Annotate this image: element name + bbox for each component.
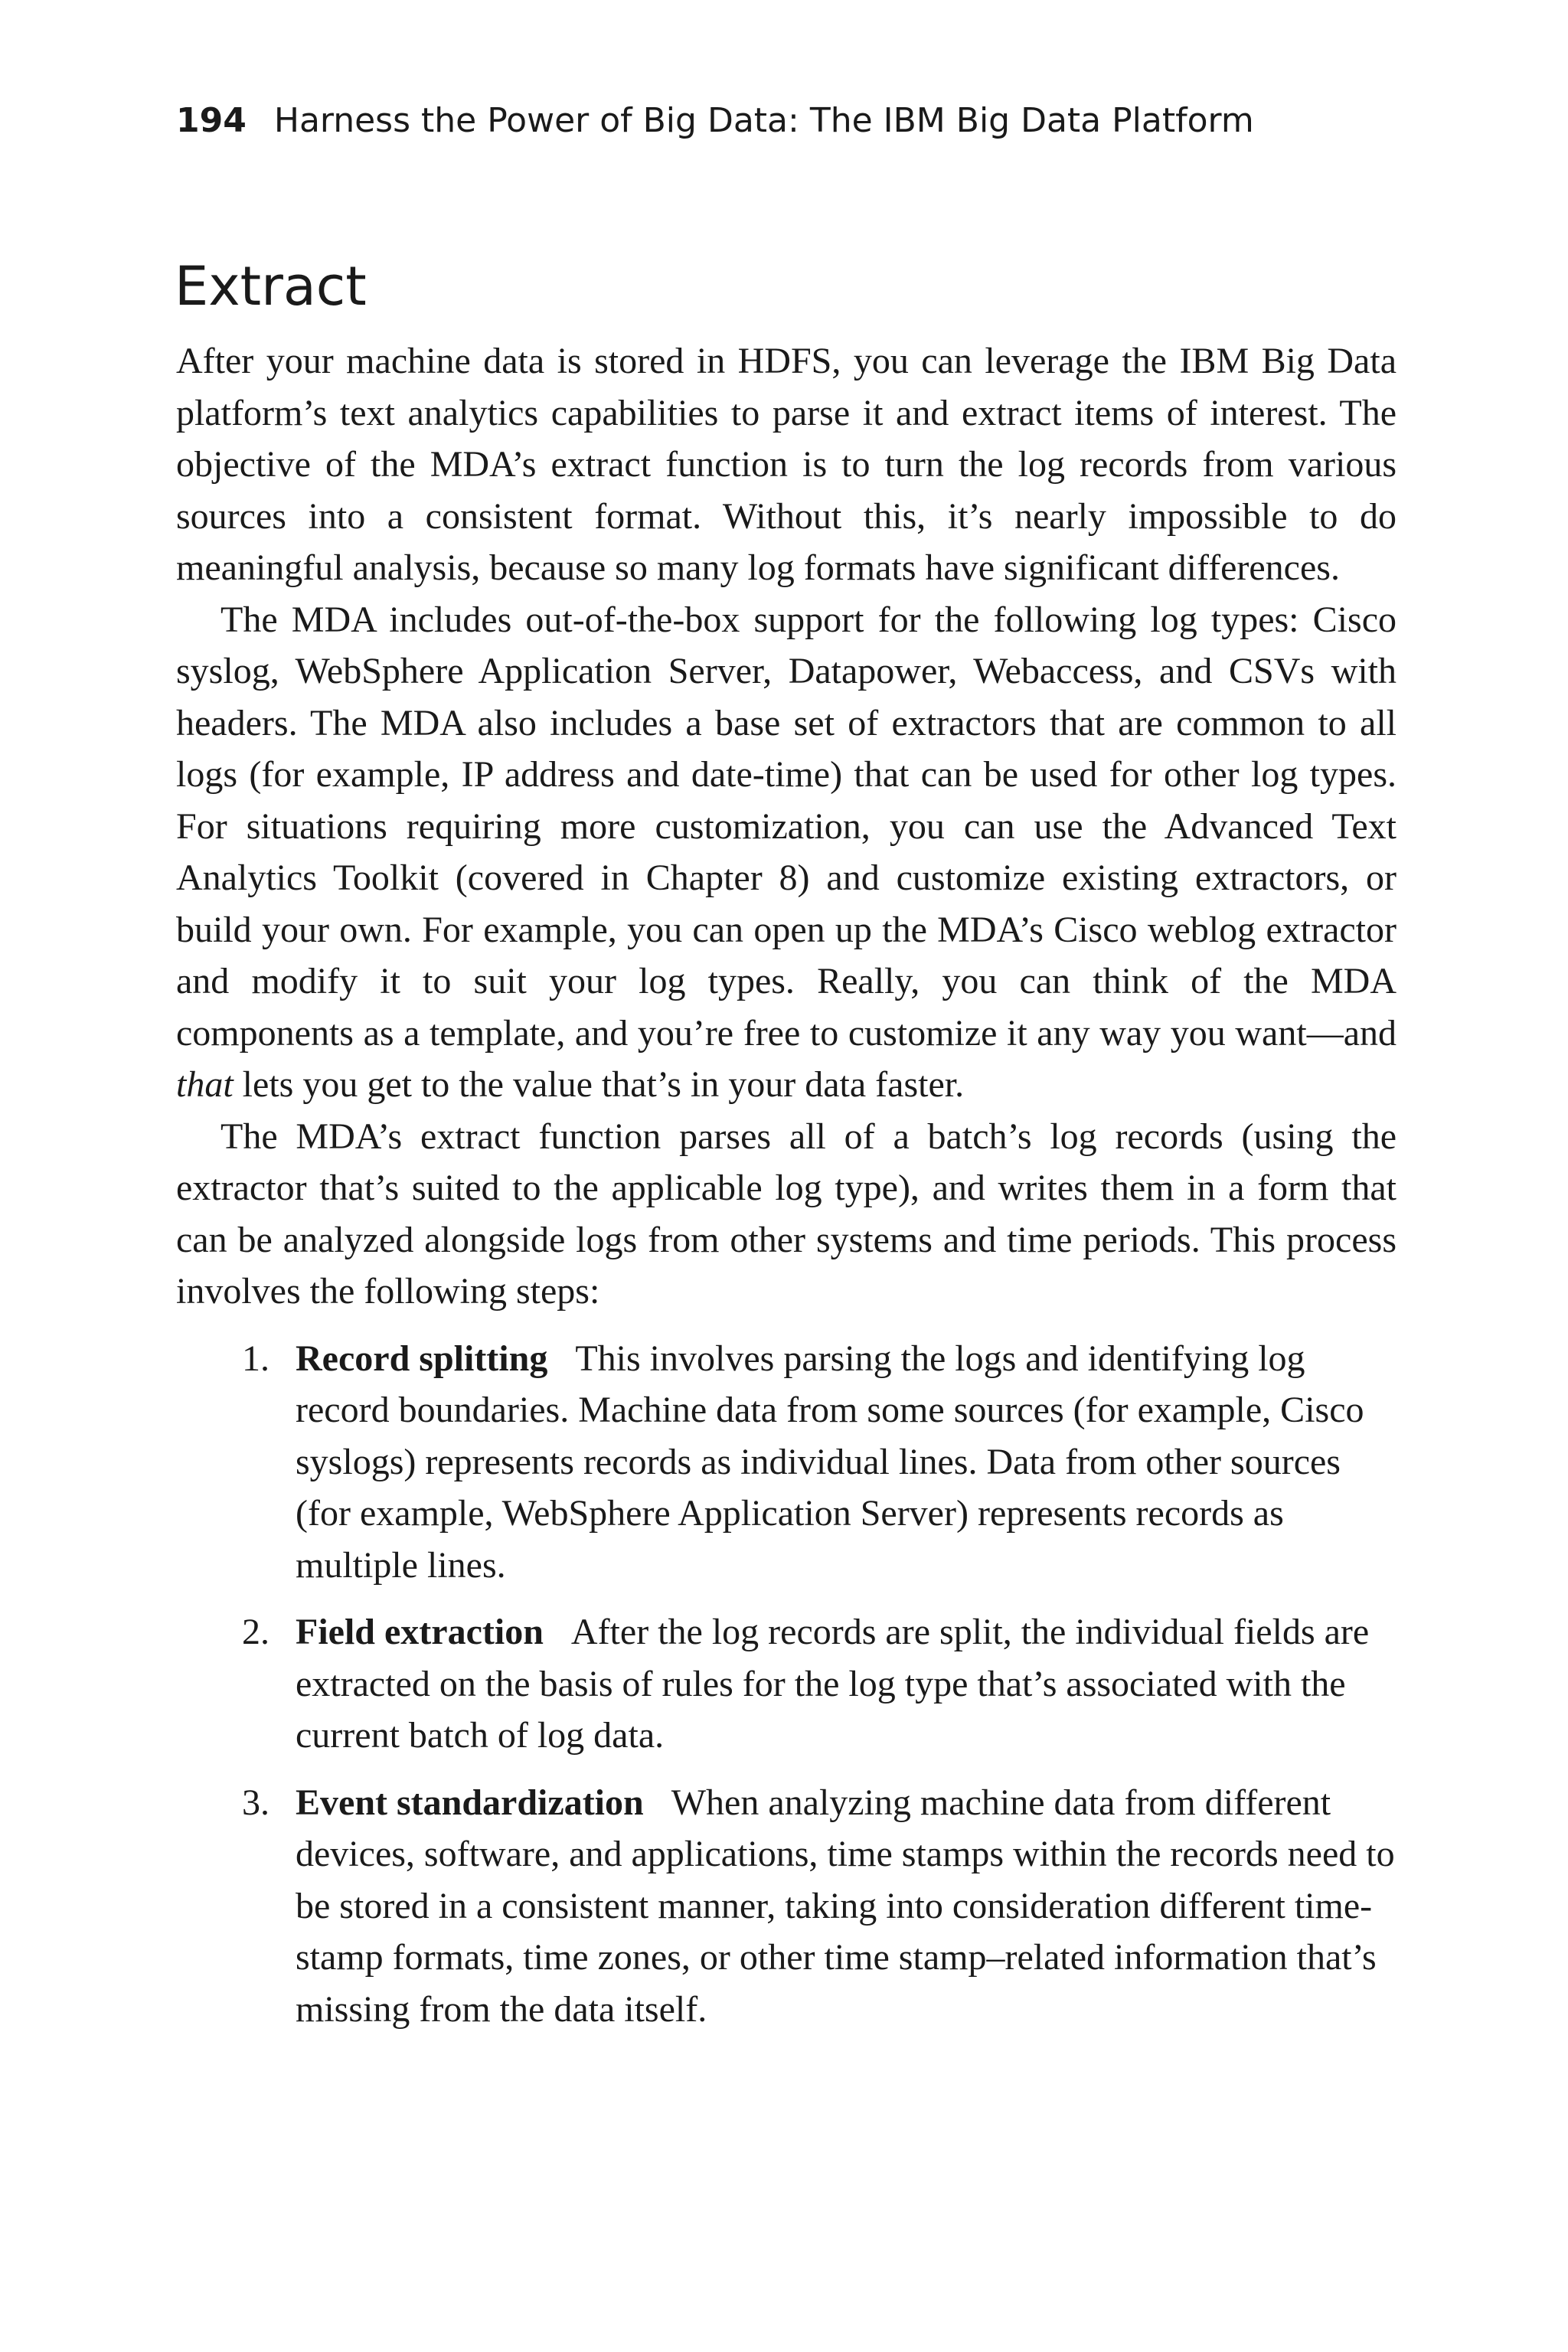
step-number: 3.	[242, 1782, 270, 1823]
body-text	[176, 335, 1396, 2050]
steps-list	[176, 1333, 1396, 2036]
list-item	[242, 1606, 1396, 1762]
step-term: Field extraction	[296, 1612, 544, 1652]
running-header	[176, 98, 1254, 144]
step-number: 1.	[242, 1338, 270, 1379]
step-text: When analyzing machine data from different devices, software, and applications, time stamps within the records need to be stored in a consistent manner, taking into consideration different time-stamp formats, time zones, or other time stamp–related information that’s missing from the data itself.	[296, 1782, 1395, 2030]
section-title: Extract	[175, 255, 367, 318]
list-item	[242, 1777, 1396, 2036]
italic-emphasis: that	[176, 1064, 234, 1105]
step-text: After the log records are split, the individual fields are extracted on the basis of rules for the log type that’s associated with the current batch of log data.	[296, 1612, 1370, 1756]
list-item	[242, 1333, 1396, 1592]
page-number: 194	[176, 101, 247, 140]
paragraph-log-types-tail: lets you get to the value that’s in your data faster.	[233, 1064, 965, 1105]
book-title: Harness the Power of Big Data: The IBM Big Data Platform	[273, 101, 1254, 140]
step-text: This involves parsing the logs and identifying log record boundaries. Machine data from some sources (for example, Cisco syslogs) represents records as individual lines. Data from other sources (for example, WebSphere Application Server) represents records as multiple lines.	[296, 1338, 1364, 1586]
step-term: Record splitting	[296, 1338, 548, 1379]
paragraph-extract-function: The MDA’s extract function parses all of a batch’s log records (using the extractor that’s suited to the applicable log type), and writes them in a form that can be analyzed alongside logs from other systems and time periods. This process involves the following steps:	[176, 1116, 1396, 1312]
paragraph-log-types	[176, 594, 1396, 1111]
step-number: 2.	[242, 1612, 270, 1652]
paragraph-log-types-text: The MDA includes out-of-the-box support for the following log types: Cisco syslog, WebSphere Application Server, Datapower, Webaccess, and CSVs with headers. The MDA also includes a base set of extractors that are common to all logs (for example, IP address and date-time) that can be used for other log types. For situations requiring more customization, you can use the Advanced Text Analytics Toolkit (covered in Chapter 8) and customize existing extractors, or build your own. For example, you can open up the MDA’s Cisco weblog extractor and modify it to suit your log types. Really, you can think of the MDA components as a template, and you’re free to customize it any way you want—and	[176, 599, 1396, 1054]
step-term: Event standardization	[296, 1782, 644, 1823]
paragraph-intro: After your machine data is stored in HDFS, you can leverage the IBM Big Data platform’s text analytics capabilities to parse it and extract items of interest. The objective of the MDA’s extract function is to turn the log records from various sources into a consistent format. Without this, it’s nearly impossible to do meaningful analysis, because so many log formats have significant differences.	[176, 341, 1396, 588]
